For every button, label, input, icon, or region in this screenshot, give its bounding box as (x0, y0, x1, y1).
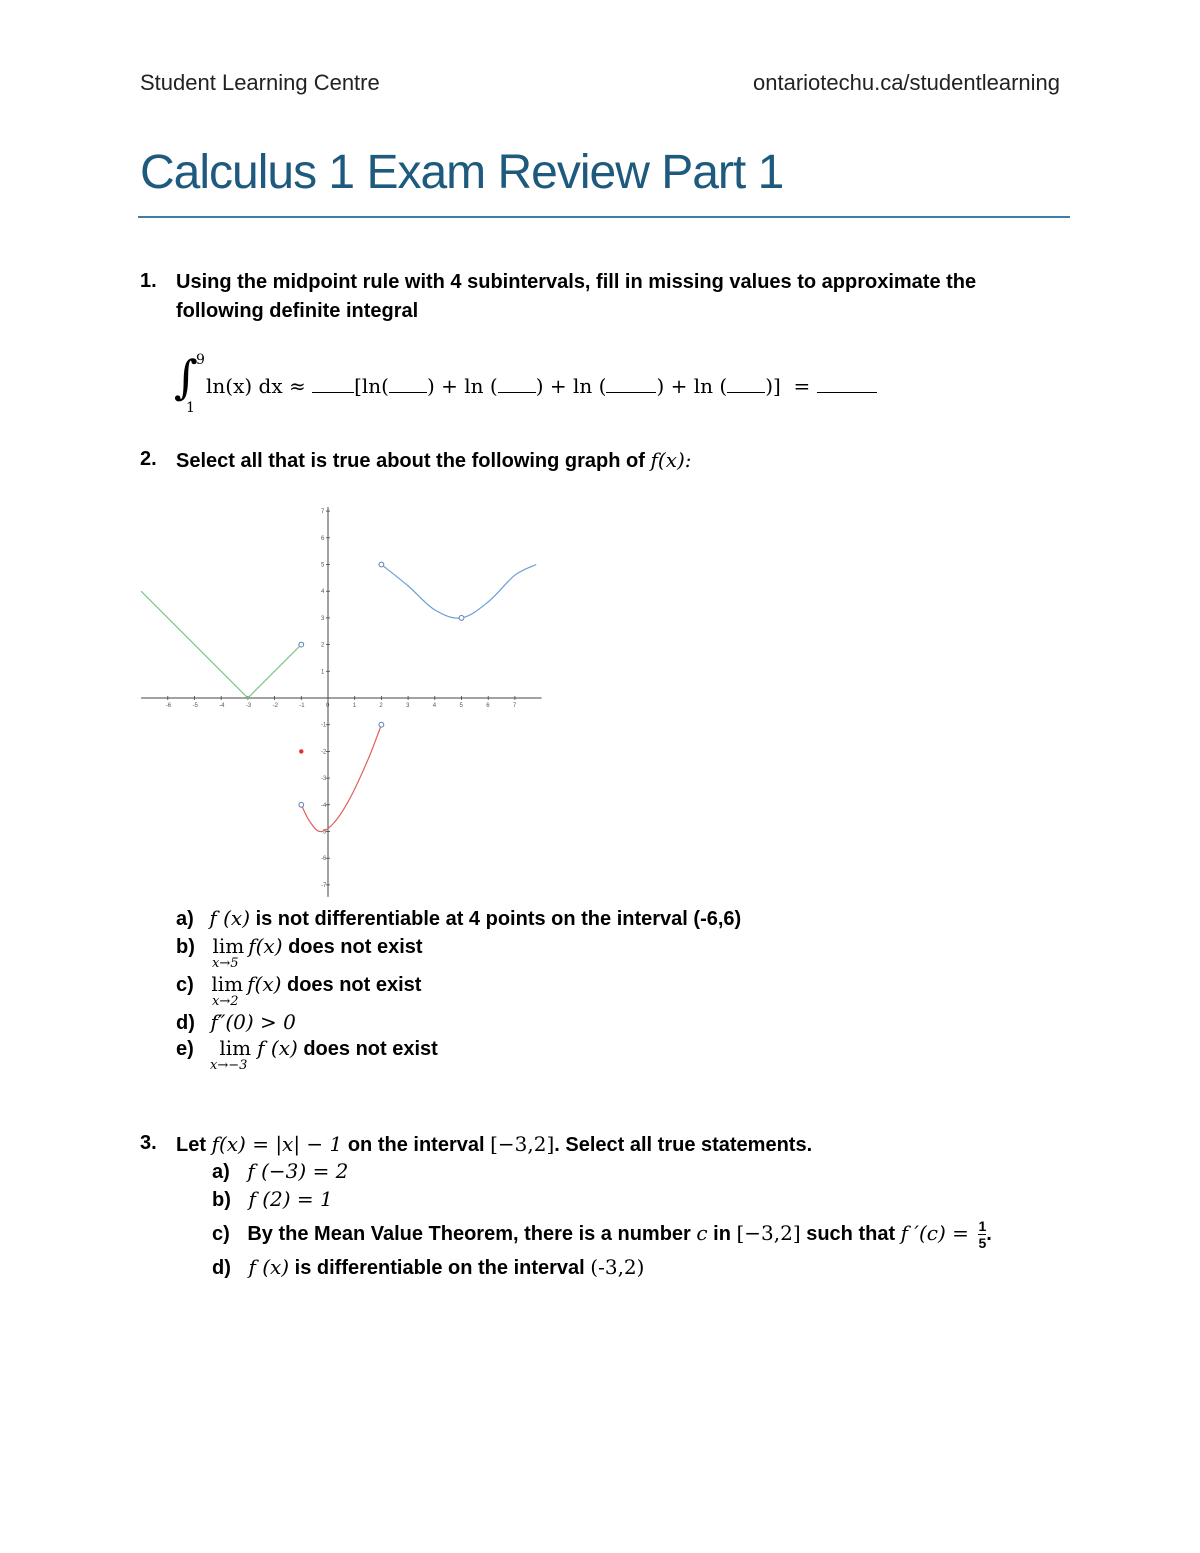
option-math: f″(0) > 0 (210, 1010, 296, 1034)
series-curve-2 (301, 722, 381, 832)
q2-fx: f(x): (650, 448, 692, 472)
option-label: b) (176, 936, 195, 958)
option-math: f (−3) = 2 (247, 1159, 349, 1183)
x-tick-label: -6 (165, 703, 172, 709)
lim-subscript: x→−3 (210, 1058, 248, 1073)
y-tick-label: 3 (321, 615, 325, 622)
option-text: does not exist (281, 974, 422, 996)
y-tick-label: 7 (321, 509, 325, 516)
option-label: d) (176, 1012, 195, 1034)
q3-function: f(x) = |x| − 1 (211, 1132, 343, 1156)
q3-option-c[interactable] (212, 1218, 992, 1258)
ln-3: ln (573, 374, 593, 398)
q2-option-b[interactable] (176, 934, 423, 971)
x-tick-label: -2 (272, 703, 278, 709)
blank-m4[interactable] (727, 374, 765, 393)
option-label: a) (212, 1161, 230, 1183)
ln-1: ln (361, 374, 382, 398)
q2-prompt: Select all that is true about the following graph of (176, 450, 645, 472)
option-text: is differentiable on the interval (289, 1257, 591, 1279)
series-curve-3 (381, 565, 536, 619)
option-text: does not exist (282, 936, 423, 958)
f-prime: f ′(c) = (900, 1220, 969, 1245)
x-tick-label: 3 (406, 703, 410, 709)
open-point (299, 802, 304, 807)
q1-text (176, 268, 976, 326)
blank-m1[interactable] (389, 374, 427, 393)
y-tick-label: 1 (321, 669, 325, 676)
option-label: a) (176, 908, 194, 930)
option-math: f (x) (257, 1036, 298, 1060)
option-label: e) (176, 1038, 194, 1060)
lim-subscript: x→5 (212, 956, 239, 971)
q1-number: 1. (140, 270, 157, 292)
x-tick-label: -4 (219, 703, 225, 709)
open-point (379, 722, 384, 727)
ln-2: ln (464, 374, 484, 398)
q3-end: . Select all true statements. (554, 1134, 813, 1156)
integral-upper: 9 (196, 352, 205, 368)
q2-option-a[interactable] (176, 906, 741, 931)
blank-m2[interactable] (498, 374, 536, 393)
y-tick-label: -5 (321, 829, 327, 836)
q1-integral (174, 350, 934, 420)
y-tick-label: -4 (321, 802, 327, 809)
header-url: ontariotechu.ca/studentlearning (753, 70, 1060, 95)
x-tick-label: 4 (432, 703, 437, 709)
var-c: c (696, 1220, 708, 1245)
option-label: c) (212, 1222, 230, 1245)
integral-sign: ∫ (174, 350, 198, 404)
blank-width[interactable] (312, 374, 354, 393)
option-text: is not differentiable at 4 points on the interval (-6,6) (250, 908, 742, 930)
q3-text (176, 1130, 812, 1160)
q2-option-d[interactable] (176, 1010, 296, 1035)
fraction-numerator: 1 (978, 1218, 987, 1234)
lim: lim (219, 1036, 252, 1060)
option-math: f (x) (248, 1255, 290, 1279)
x-tick-label: 5 (459, 703, 463, 709)
y-tick-label: -3 (321, 776, 327, 783)
option-math: f(x) (247, 972, 282, 996)
q3-option-b[interactable] (212, 1187, 333, 1212)
lim-subscript: x→2 (212, 994, 239, 1009)
x-tick-label: -1 (299, 703, 305, 709)
integrand: ln(x) dx ≈ (206, 374, 306, 398)
x-tick-label: 6 (486, 703, 490, 709)
q3-interval: [−3,2] (490, 1132, 555, 1156)
option-text: does not exist (297, 1038, 438, 1060)
open-point (379, 562, 384, 567)
integral-expression: ln(x) dx ≈ [ln( ) + ln ( ) + ln ( ) + ln ( )] = (206, 374, 877, 398)
lim: lim (211, 972, 244, 996)
option-label: d) (212, 1257, 231, 1279)
q1-text-line2: following definite integral (176, 300, 419, 322)
header-left: Student Learning Centre (140, 70, 380, 95)
filled-point (299, 749, 303, 753)
y-tick-label: 5 (321, 562, 325, 569)
q3-option-d[interactable] (212, 1255, 644, 1280)
option-label: b) (212, 1189, 231, 1211)
y-tick-label: -6 (321, 856, 327, 863)
option-label: c) (176, 974, 194, 996)
x-tick-label: -5 (192, 703, 198, 709)
lim: lim (212, 934, 245, 958)
x-tick-label: 7 (512, 703, 517, 709)
y-tick-label: 6 (321, 535, 325, 542)
q1-text-line1: Using the midpoint rule with 4 subintervals, fill in missing values to approximate the (176, 271, 977, 293)
blank-m3[interactable] (606, 374, 656, 393)
option-math: f (2) = 1 (248, 1187, 333, 1211)
integral-lower: 1 (186, 400, 195, 416)
option-interval: (-3,2) (590, 1255, 645, 1279)
blank-result[interactable] (817, 374, 877, 393)
x-tick-label: 0 (326, 703, 330, 709)
q2-option-c[interactable] (176, 972, 422, 1009)
y-tick-label: -2 (321, 749, 327, 756)
option-math: f (x) (209, 906, 251, 930)
function-graph (140, 498, 545, 889)
fraction-denominator: 5 (978, 1235, 987, 1251)
ln-4: ln (693, 374, 714, 398)
q3-mid: on the interval (342, 1134, 491, 1156)
x-tick-label: 1 (352, 703, 357, 709)
page-title: Calculus 1 Exam Review Part 1 (140, 146, 784, 199)
equals-sign: = (793, 374, 811, 398)
option-text: in (707, 1222, 737, 1245)
option-text: such that (800, 1222, 901, 1245)
q3-number: 3. (140, 1132, 157, 1154)
y-tick-label: -1 (321, 722, 327, 729)
q2-option-e[interactable] (176, 1036, 438, 1072)
open-point (459, 616, 464, 621)
y-tick-label: -7 (321, 882, 327, 889)
q2-number: 2. (140, 448, 157, 470)
q3-option-a[interactable] (212, 1159, 348, 1184)
q2-text (176, 446, 692, 476)
option-interval: [−3,2] (736, 1220, 801, 1245)
option-text: By the Mean Value Theorem, there is a number (247, 1222, 697, 1245)
x-tick-label: -3 (245, 703, 252, 709)
series-curve-1 (141, 591, 301, 698)
y-tick-label: 4 (321, 589, 325, 596)
period: . (986, 1222, 992, 1245)
option-math: f(x) (248, 934, 283, 958)
q3-lead: Let (176, 1134, 206, 1156)
title-divider (138, 216, 1070, 218)
y-tick-label: 2 (321, 642, 325, 649)
x-tick-label: 2 (379, 703, 383, 709)
open-point (299, 642, 304, 647)
